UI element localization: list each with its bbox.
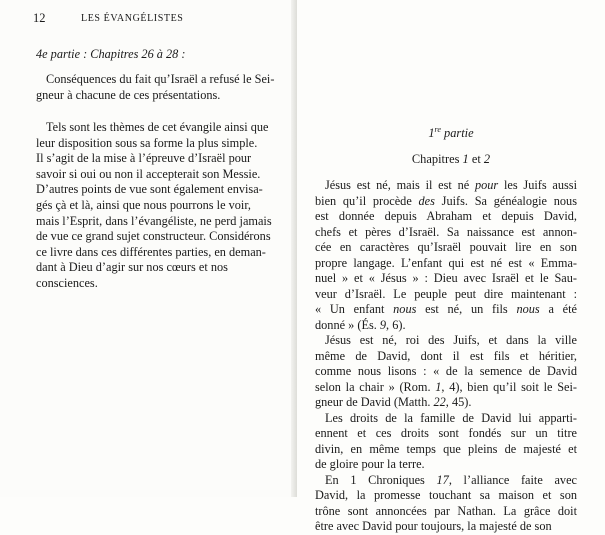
body-line: Les droits de la famille de David lui apparti- [325, 410, 577, 425]
text-line [36, 88, 283, 104]
body-line: même de David, dont il est fils et héritier, [315, 348, 577, 363]
body-line: Jésus est né, mais il est né pour les Juifs aussi [325, 178, 577, 192]
running-head-title: LES ÉVANGÉLISTES [81, 13, 184, 24]
text-line [36, 182, 283, 198]
text-line-content: gés çà et là, ainsi que nous pourrons le voir, [36, 197, 251, 212]
chapters-prefix: Chapitres [411, 152, 463, 166]
part-heading [297, 122, 605, 141]
paragraph-consequences [36, 72, 283, 103]
text-line [36, 151, 283, 167]
text-line-content: savoir si oui ou non il accepterait son Messie. [36, 166, 261, 181]
text-line [36, 245, 283, 261]
right-page [297, 0, 605, 533]
body-line: En 1 Chroniques 17, l’alliance faite avec [325, 472, 577, 487]
left-page [0, 0, 297, 497]
text-line-content: Conséquences du fait qu’Israël a refusé le Sei- [46, 72, 275, 86]
text-line-content: mais l’Esprit, dans l’évangéliste, ne perd jamais [36, 213, 272, 228]
text-line-content: gneur à chacune de ces présentations. [36, 87, 221, 102]
body-line: être avec David pour toujours, la majesté de son [315, 519, 552, 533]
body-line: veur d’Israël. Le peuple peut dire maintenant : [315, 286, 577, 301]
body-line: propre langage. L’enfant qui est né est « Emma- [315, 255, 577, 270]
body-line: gneur de David (Matth. 22, 45). [315, 395, 472, 409]
part-heading-sup: re [434, 125, 441, 134]
chapters-number-2: 2 [483, 152, 491, 166]
text-line-content: dant à Dieu d’agir sur nos cœurs et nos [36, 260, 228, 275]
text-line [36, 276, 283, 292]
body-line: Jésus est né, roi des Juifs, et dans la ville [325, 333, 577, 347]
body-line: selon la chair » (Rom. 1, 4), bien qu’il soit le Sei- [315, 379, 577, 394]
body-line: chefs et pères d’Israël. Sa naissance est annon- [315, 224, 577, 239]
chapters-heading [297, 152, 605, 167]
text-line-content: de vue ce grand sujet constructeur. Considérons [36, 229, 271, 244]
body-line: comme nous lisons : « de la semence de David [315, 364, 577, 378]
body-line: est donnée depuis Abraham et depuis David, [315, 209, 577, 223]
page-number: 12 [33, 11, 46, 25]
text-line-content: Tels sont les thèmes de cet évangile ainsi que [46, 120, 269, 134]
text-line [36, 198, 283, 214]
body-line: divin, en même temps que pleins de majesté et [315, 441, 577, 456]
text-line [36, 167, 283, 183]
body-line: trône sont annoncées par Nathan. La grâce doit [315, 503, 577, 518]
body-line: bien qu’il procède des Juifs. Sa généalogie nous [315, 193, 577, 208]
part-heading-word: partie [444, 126, 474, 141]
text-line-content: consciences. [36, 275, 98, 290]
chapters-number-1: 1 [462, 152, 469, 166]
body-line: cée en caractères qu’Israël pouvait lire en son [315, 240, 577, 254]
body-line: ennent et ces droits sont fondés sur un titre [315, 426, 577, 440]
body-line: nuel » et « Jésus » : Dieu avec Israël et le Sau- [315, 271, 577, 285]
text-line-content: D’autres points de vue sont également envisa- [36, 182, 263, 197]
body-line: « Un enfant nous est né, un fils nous a été [315, 302, 577, 316]
paragraph-themes [36, 120, 283, 292]
text-line [36, 214, 283, 230]
section-heading: 4e partie : Chapitres 26 à 28 : [36, 47, 186, 61]
text-line-content: leur disposition sous sa forme la plus simple. [36, 135, 258, 150]
chapters-mid: et [468, 152, 484, 166]
text-line [36, 120, 283, 136]
body-line: donné » (És. 9, 6). [315, 317, 406, 332]
part-heading-number: 1 [428, 126, 435, 141]
body-line: de gloire pour la terre. [315, 457, 425, 471]
body-line: David, la promesse touchant sa maison et son [315, 488, 577, 502]
text-line [36, 229, 283, 245]
text-line-content: Il s’agit de la mise à l’épreuve d’Israël pour [36, 151, 252, 166]
text-line-content: ce livre dans ces différentes parties, en deman- [36, 244, 266, 259]
text-line [36, 136, 283, 152]
text-line [36, 72, 283, 88]
text-line [36, 260, 283, 276]
